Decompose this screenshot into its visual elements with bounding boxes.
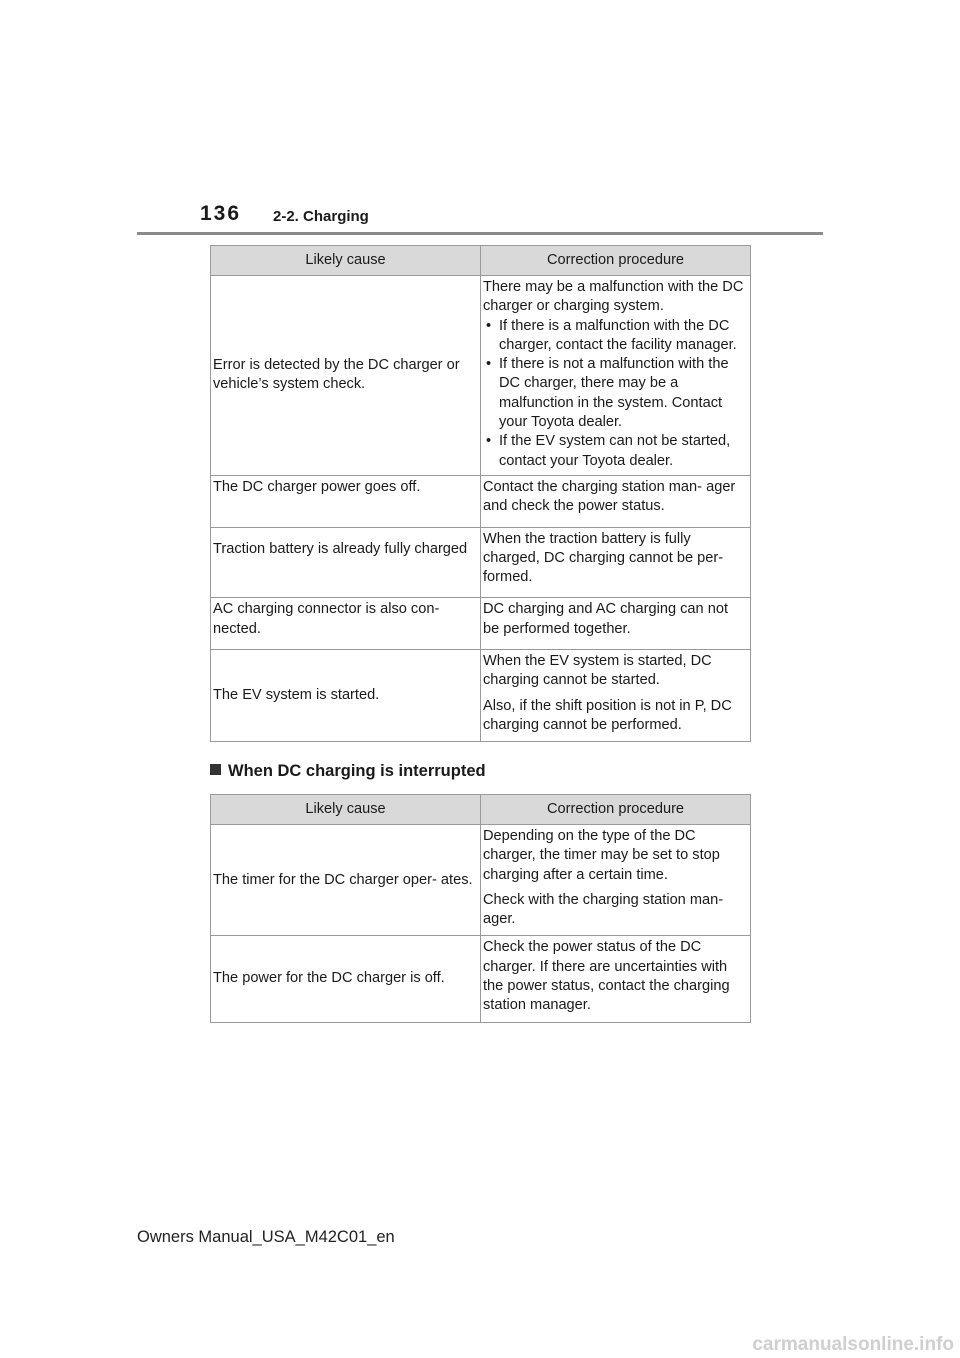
list-item: • If there is not a malfunction with the DC charger, there may be a malfunction in the system. Contact your Toyota dealer. bbox=[483, 355, 748, 432]
cause-text: The power for the DC charger is off. bbox=[213, 970, 445, 987]
procedure-cell bbox=[481, 475, 751, 527]
cause-cell bbox=[211, 527, 481, 598]
column-header-procedure: Correction procedure bbox=[481, 246, 751, 276]
header-rule bbox=[137, 232, 823, 235]
procedure-text: Also, if the shift position is not in P, DC charging cannot be performed. bbox=[483, 697, 732, 733]
procedure-text: DC charging and AC charging can not be performed together. bbox=[483, 601, 729, 637]
table-row bbox=[211, 650, 751, 742]
table-row bbox=[211, 527, 751, 598]
section-label: 2-2. Charging bbox=[273, 208, 369, 225]
cause-text: Traction battery is already fully charged bbox=[213, 540, 468, 557]
procedure-cell bbox=[481, 276, 751, 476]
cause-cell bbox=[211, 475, 481, 527]
subheading-text: When DC charging is interrupted bbox=[228, 762, 486, 780]
table-row bbox=[211, 276, 751, 476]
table-header-row bbox=[211, 246, 751, 276]
procedure-text: Depending on the type of the DC charger, the timer may be set to stop charging after a certain time. bbox=[483, 828, 720, 883]
cause-text: The DC charger power goes off. bbox=[213, 478, 421, 495]
procedure-cell bbox=[481, 650, 751, 742]
cause-text: The EV system is started. bbox=[213, 686, 380, 703]
troubleshooting-table bbox=[210, 245, 751, 742]
square-bullet-icon bbox=[210, 764, 221, 775]
procedure-bullet-list bbox=[483, 317, 748, 471]
cause-cell bbox=[211, 276, 481, 476]
watermark-logo: carmanualsonline.info bbox=[752, 1334, 954, 1355]
table-row bbox=[211, 825, 751, 936]
procedure-cell bbox=[481, 936, 751, 1022]
procedure-cell bbox=[481, 825, 751, 936]
table-row bbox=[211, 598, 751, 650]
cause-text: The timer for the DC charger oper- ates. bbox=[213, 871, 473, 888]
table-row bbox=[211, 936, 751, 1022]
cause-cell bbox=[211, 598, 481, 650]
column-header-procedure: Correction procedure bbox=[481, 795, 751, 825]
list-item: • If there is a malfunction with the DC charger, contact the facility manager. bbox=[483, 317, 748, 356]
procedure-text: When the traction battery is fully charged, DC charging cannot be per- formed. bbox=[483, 530, 724, 586]
procedure-text: Contact the charging station man- ager and check the power status. bbox=[483, 478, 736, 515]
cause-text: AC charging connector is also con- nected. bbox=[213, 601, 440, 637]
section-subheading bbox=[210, 762, 486, 781]
procedure-text: There may be a malfunction with the DC charger or charging system. bbox=[483, 279, 744, 315]
cause-text: Error is detected by the DC charger or vehicle’s system check. bbox=[213, 357, 460, 393]
column-header-cause: Likely cause bbox=[211, 246, 481, 276]
table-row bbox=[211, 475, 751, 527]
list-item: • If the EV system can not be started, contact your Toyota dealer. bbox=[483, 432, 748, 471]
procedure-text: When the EV system is started, DC charging cannot be started. bbox=[483, 653, 712, 689]
cause-cell bbox=[211, 650, 481, 742]
procedure-text: Check the power status of the DC charger. If there are uncertainties with the power status, contact the charging station manager. bbox=[483, 939, 730, 1014]
table-header-row bbox=[211, 795, 751, 825]
page-number: 136 bbox=[200, 202, 242, 225]
procedure-cell bbox=[481, 527, 751, 598]
interruption-table bbox=[210, 794, 751, 1023]
cause-cell bbox=[211, 825, 481, 936]
procedure-text: Check with the charging station man- ager. bbox=[483, 891, 724, 928]
cause-cell bbox=[211, 936, 481, 1022]
procedure-cell bbox=[481, 598, 751, 650]
footer-manual-id: Owners Manual_USA_M42C01_en bbox=[137, 1228, 395, 1246]
column-header-cause: Likely cause bbox=[211, 795, 481, 825]
